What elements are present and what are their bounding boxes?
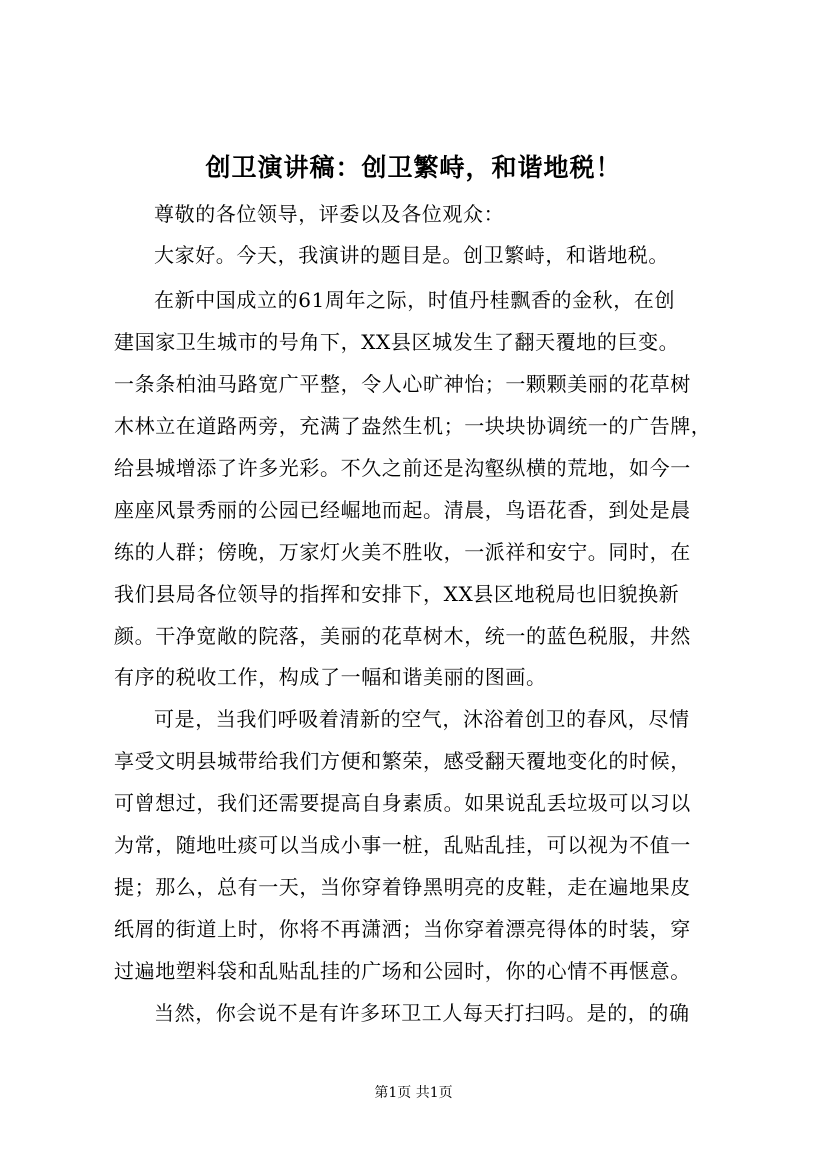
paragraph-line: 过遍地塑料袋和乱贴乱挂的广场和公园时，你的心情不再惬意。 xyxy=(114,959,691,983)
paragraph-line: 建国家卫生城市的号角下，XX县区城发生了翻天覆地的巨变。 xyxy=(114,330,680,354)
paragraph-line: 练的人群；傍晚，万家灯火美不胜收，一派祥和安宁。同时，在 xyxy=(114,540,691,564)
paragraph-line: 尊敬的各位领导，评委以及各位观众： xyxy=(154,202,505,226)
paragraph-line: 享受文明县城带给我们方便和繁荣，感受翻天覆地变化的时候， xyxy=(114,749,691,773)
paragraph-line: 在新中国成立的61周年之际，时值丹桂飘香的金秋，在创 xyxy=(154,288,676,312)
paragraph-line: 当然，你会说不是有许多环卫工人每天打扫吗。是的，的确 xyxy=(154,1001,690,1025)
paragraph-line: 有序的税收工作，构成了一幅和谐美丽的图画。 xyxy=(114,665,547,689)
paragraph-line: 提；那么，总有一天，当你穿着铮黑明亮的皮鞋，走在遍地果皮 xyxy=(114,875,691,899)
page-footer: 第1页 共1页 xyxy=(374,1085,453,1101)
paragraph-line: 木林立在道路两旁，充满了盎然生机；一块块协调统一的广告牌， xyxy=(114,414,712,438)
document-title: 创卫演讲稿：创卫繁峙，和谐地税！ xyxy=(205,153,622,182)
paragraph-line: 我们县局各位领导的指挥和安排下，XX县区地税局也旧貌换新 xyxy=(114,582,680,606)
paragraph-line: 纸屑的街道上时，你将不再潇洒；当你穿着漂亮得体的时装，穿 xyxy=(114,917,691,941)
paragraph-line: 为常，随地吐痰可以当成小事一桩，乱贴乱挂，可以视为不值一 xyxy=(114,833,691,857)
paragraph-line: 可是，当我们呼吸着清新的空气，沐浴着创卫的春风，尽情 xyxy=(154,707,690,731)
paragraph-line: 一条条柏油马路宽广平整，令人心旷神怡；一颗颗美丽的花草树 xyxy=(114,372,691,396)
paragraph-line: 座座风景秀丽的公园已经崛地而起。清晨，鸟语花香，到处是晨 xyxy=(114,498,691,522)
paragraph-line: 颜。干净宽敞的院落，美丽的花草树木，统一的蓝色税服，井然 xyxy=(114,624,691,648)
paragraph-line: 可曾想过，我们还需要提高自身素质。如果说乱丢垃圾可以习以 xyxy=(114,791,691,815)
paragraph-line: 大家好。今天，我演讲的题目是。创卫繁峙，和谐地税。 xyxy=(154,243,669,267)
paragraph-line: 给县城增添了许多光彩。不久之前还是沟壑纵横的荒地，如今一 xyxy=(114,456,691,480)
